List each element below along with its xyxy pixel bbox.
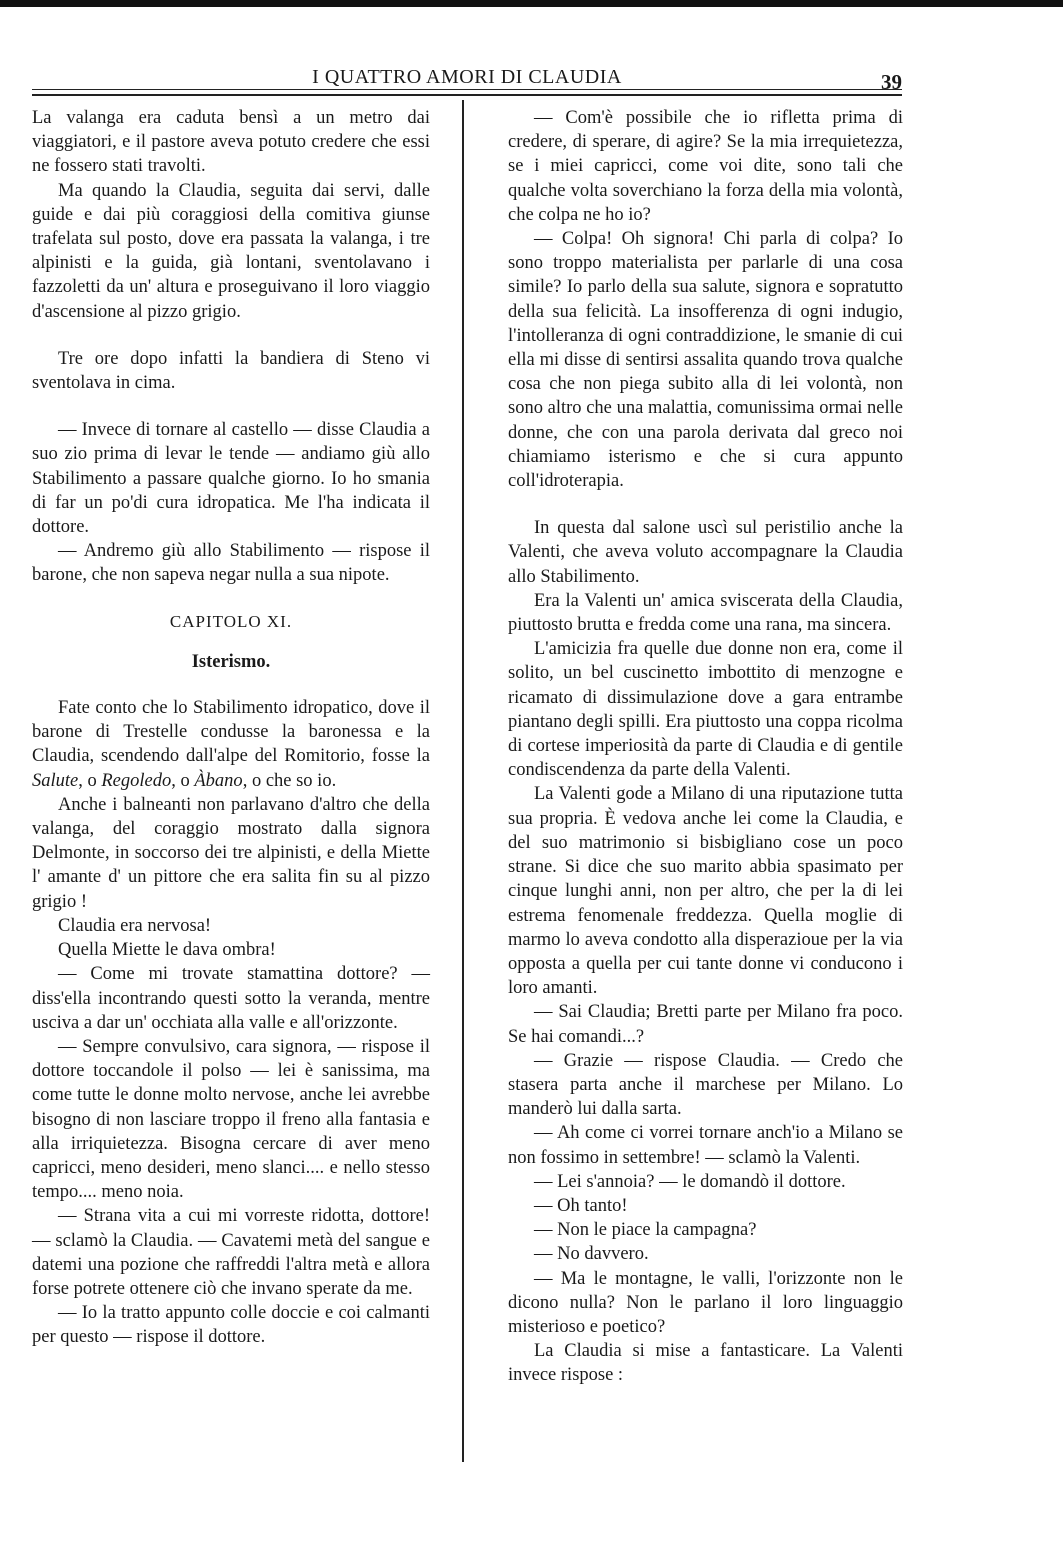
section-gap: [32, 324, 430, 347]
chapter-title: Isterismo.: [191, 651, 271, 672]
paragraph: — Lei s'annoia? — le domandò il dottore.: [534, 1171, 846, 1192]
paragraph: Anche i balneanti non parlavano d'altro che della valanga, del coraggio mostrato dalla signora Delmonte, in soccorso dei tre alpinisti, e della Miette l' amante d' un pittore che era salita fin su al pizzo grigio !: [32, 794, 430, 912]
paragraph: Era la Valenti un' amica sviscerata della Claudia, piuttosto brutta e fredda come una rana, ma sincera.: [508, 590, 903, 636]
page-top-edge: [0, 0, 1063, 7]
paragraph: — Oh tanto!: [534, 1195, 628, 1216]
text-run: , o: [78, 770, 102, 791]
text-run: Fate conto che lo Stabilimento idropatico, dove il barone di Trestelle condusse la baronessa e la Claudia, scendendo dall'alpe del Romitorio, fosse la: [32, 698, 430, 767]
paragraph: Tre ore dopo infatti la bandiera di Steno vi sventolava in cima.: [32, 348, 430, 394]
section-gap: [32, 395, 430, 418]
place-name-abano: Àbano: [194, 770, 243, 791]
paragraph: La Claudia si mise a fantasticare. La Valenti invece rispose :: [508, 1341, 903, 1386]
paragraph: — Grazie — rispose Claudia. — Credo che stasera parta anche il marchese per Milano. Lo manderò lui dalla sarta.: [508, 1050, 903, 1120]
chapter-heading: CAPITOLO XI.: [169, 611, 293, 631]
text-run: , o: [171, 770, 195, 791]
place-name-regoledo: Regoledo: [101, 770, 172, 791]
paragraph: — Sai Claudia; Bretti parte per Milano fra poco. Se hai comandi...?: [508, 1002, 903, 1047]
paragraph: — Andremo giù allo Stabilimento — rispose il barone, che non sapeva negar nulla a sua nipote.: [32, 541, 430, 586]
paragraph: [32, 696, 430, 793]
section-gap: [508, 493, 903, 516]
header-rule-thin: [32, 89, 902, 90]
paragraph: — Ma le montagne, le valli, l'orizzonte non le dicono nulla? Non le parlano il loro linguaggio misterioso e poetico?: [508, 1268, 903, 1337]
paragraph: — Non le piace la campagna?: [534, 1220, 757, 1241]
page-number: 39: [881, 70, 902, 94]
paragraph: — Come mi trovate stamattina dottore? — diss'ella incontrando questi sotto la veranda, mentre usciva a dar un' occhiata alla valle e all'orizzonte.: [32, 964, 430, 1033]
header-rule-thick: [32, 94, 902, 96]
running-title: I QUATTRO AMORI DI CLAUDIA: [312, 66, 622, 88]
place-name-salute: Salute: [32, 770, 79, 791]
paragraph: — Strana vita a cui mi vorreste ridotta, dottore! — sclamò la Claudia. — Cavatemi metà del sangue e datemi una pozione che raffreddi l'altra metà e allora forse potrete ottenere ciò che invano sperate da me.: [32, 1206, 430, 1299]
paragraph: Ma quando la Claudia, seguita dai servi, dalle guide e dai più coraggiosi della comitiva giunse trafelata sul posto, dove era passata la valanga, i tre alpinisti e la guida, già lontani, sventolavano i fazzoletti da un' altura e proseguivano il loro viaggio d'ascensione al pizzo grigio.: [32, 180, 430, 322]
paragraph: — Com'è possibile che io rifletta prima di credere, di sperare, di agire? Se la mia irrequietezza, se i miei capricci, come voi dite, sono tali che qualche volta soverchiano la forza della mia volontà, che colpa ne ho io?: [508, 108, 903, 225]
paragraph: La Valenti gode a Milano di una riputazione tutta sua propria. È vedova anche lei come la Claudia, e del suo matrimonio si bisbigliano cose un poco strane. Si dice che suo marito abbia spasimato per cinque lunghi anni, non per altro, che per la di lei estrema fenomenale freddezza. Quella moglie di marmo lo aveva condotto alla disperazioue per la via opposta a quella per cui tante donne vi conducono i loro amanti.: [508, 784, 903, 999]
paragraph: Claudia era nervosa!: [58, 915, 212, 936]
paragraph: — Io la tratto appunto colle doccie e coi calmanti per questo — rispose il dottore.: [32, 1303, 430, 1348]
column-divider: [462, 100, 464, 1462]
paragraph: — Sempre convulsivo, cara signora, — rispose il dottore toccandole il polso — lei è sanissima, ma come tutte le donne molto nervose, anche lei avrebbe bisogno di non lasciare troppo il freno alla fantasia e alla irriquietezza. Bisogna cercare di aver meno capricci, meno desideri, meno slanci.... e nello stesso tempo.... meno noia.: [32, 1036, 430, 1203]
paragraph: In questa dal salone uscì sul peristilio anche la Valenti, che aveva voluto accompagnare la Claudia allo Stabilimento.: [508, 518, 903, 587]
right-column: [508, 106, 903, 1388]
left-column: [32, 106, 430, 1350]
paragraph: — No davvero.: [534, 1244, 649, 1265]
paragraph: — Invece di tornare al castello — disse Claudia a suo zio prima di levar le tende — andiamo giù allo Stabilimento a passare qualche giorno. Io ho smania di far un po'di cura idropatica. Me l'ha indicata il dottore.: [32, 420, 430, 538]
paragraph: — Ah come ci vorrei tornare anch'io a Milano se non fossimo in settembre! — sclamò la Valenti.: [508, 1123, 903, 1168]
paragraph: L'amicizia fra quelle due donne non era, come il solito, un bel cuscinetto imbottito di menzogne e ricamato di dissimulazione dove a gara entrambe piantano degli spilli. Era piuttosto una coppa ricolma di cortese imperiosità da parte di Claudia e di gentile condiscendenza da parte della Valenti.: [508, 639, 903, 781]
paragraph: La valanga era caduta bensì a un metro dai viaggiatori, e il pastore aveva potuto credere che essi ne fossero stati travolti.: [32, 108, 430, 177]
paragraph: Quella Miette le dava ombra!: [58, 940, 276, 961]
text-run: , o che so io.: [242, 770, 337, 791]
page-header: [32, 62, 902, 96]
paragraph: — Colpa! Oh signora! Chi parla di colpa? Io sono troppo materialista per parlarle di una cosa simile? Io parlo della sua salute, signora e sopratutto della sua felicità. La insofferenza di ogni indugio, l'intolleranza di ogni contraddizione, le smanie di cui ella mi disse di sentirsi assalita quando trova qualche cosa che non piega subito alla di lei volontà, non sono altro che una malattia, comunissima ormai nelle donne, che con una parola derivata dal greco noi chiamiamo isterismo e che si cura appunto coll'idroterapia.: [508, 229, 903, 492]
